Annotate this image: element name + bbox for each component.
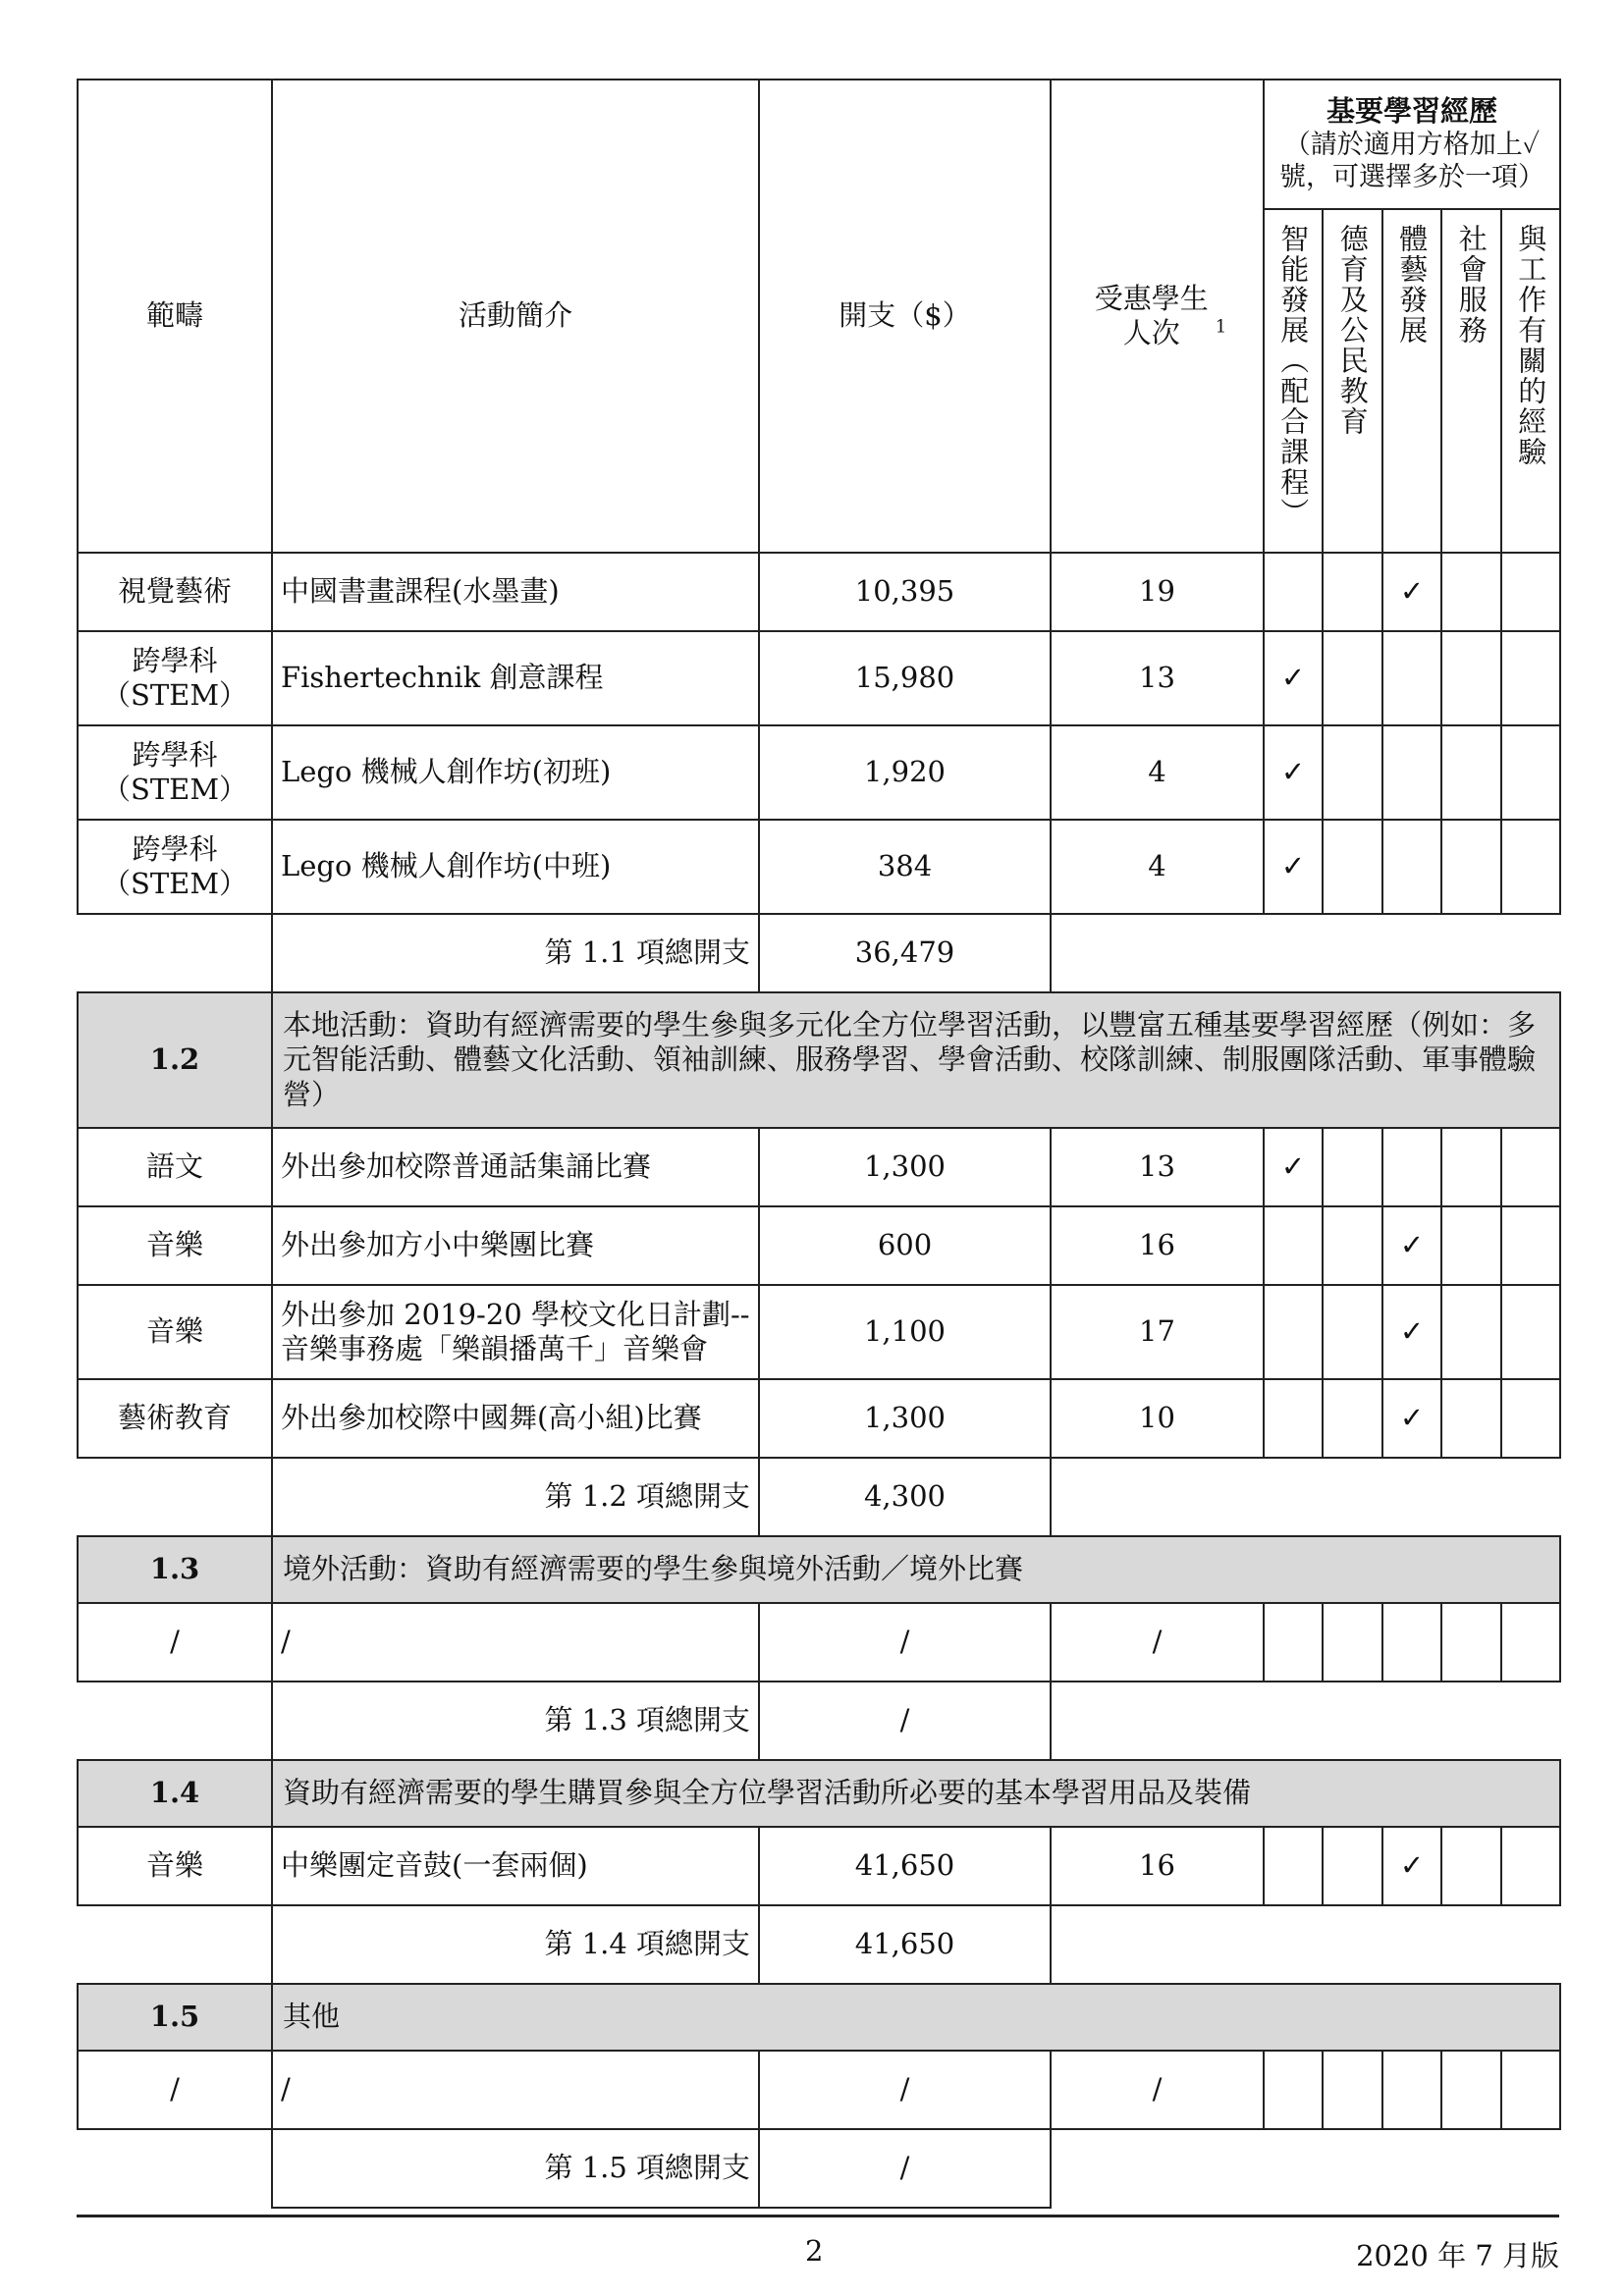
row-activity: 中樂團定音鼓(一套兩個) [272,1827,759,1905]
row-check-4 [1501,1379,1560,1458]
subtotal-label: 第 1.5 項總開支 [272,2129,759,2208]
section-description: 資助有經濟需要的學生購買參與全方位學習活動所必要的基本學習用品及裝備 [272,1760,1560,1827]
subtotal-blank [78,2129,272,2208]
row-check-0 [1264,1206,1323,1285]
row-check-3 [1441,1827,1501,1905]
row-students: 16 [1051,1827,1264,1905]
row-check-3 [1441,631,1501,725]
row-category: / [78,2051,272,2129]
row-check-0: ✓ [1264,631,1323,725]
section-header-row [78,1760,1560,1827]
row-check-2 [1382,820,1441,914]
row-students: 17 [1051,1285,1264,1379]
subtotal-blank [78,1682,272,1760]
section-number: 1.2 [78,992,272,1128]
row-check-0: ✓ [1264,725,1323,820]
row-check-1 [1323,2051,1382,2129]
row-check-4 [1501,1285,1560,1379]
row-category: 跨學科（STEM） [78,820,272,914]
table-row [78,2051,1560,2129]
subtotal-value: 36,479 [759,914,1051,992]
page-number: 2 [805,2234,824,2268]
header-exp-community [1441,209,1501,553]
row-expense: 41,650 [759,1827,1051,1905]
row-check-4 [1501,820,1560,914]
row-check-2 [1382,725,1441,820]
subtotal-blank-right [1051,2129,1560,2208]
subtotal-row [78,914,1560,992]
subtotal-value: 4,300 [759,1458,1051,1536]
row-category: 視覺藝術 [78,553,272,631]
section-header-row [78,1984,1560,2051]
row-check-2 [1382,1128,1441,1206]
row-students: 10 [1051,1379,1264,1458]
section-description: 境外活動：資助有經濟需要的學生參與境外活動／境外比賽 [272,1536,1560,1603]
subtotal-label: 第 1.3 項總開支 [272,1682,759,1760]
header-experiences-group [1264,80,1560,209]
header-expense: 開支（$） [759,80,1051,553]
row-check-1 [1323,1379,1382,1458]
row-category: 跨學科（STEM） [78,725,272,820]
section-number: 1.5 [78,1984,272,2051]
header-exp-intellectual-label: 智能發展（配合課程） [1276,224,1311,528]
header-experiences-note: （請於適用方格加上✓號，可選擇多於一項） [1279,129,1544,192]
row-expense: 1,300 [759,1128,1051,1206]
row-check-3 [1441,1206,1501,1285]
table-row [78,1285,1560,1379]
row-check-3 [1441,1128,1501,1206]
row-check-0: ✓ [1264,1128,1323,1206]
row-check-2: ✓ [1382,1206,1441,1285]
header-category: 範疇 [78,80,272,553]
subtotal-label: 第 1.2 項總開支 [272,1458,759,1536]
row-check-4 [1501,725,1560,820]
header-exp-aesthetic-label: 體藝發展 [1395,224,1430,346]
row-check-4 [1501,1603,1560,1682]
row-activity: 外出參加 2019-20 學校文化日計劃--音樂事務處「樂韻播萬千」音樂會 [272,1285,759,1379]
row-check-3 [1441,725,1501,820]
row-check-4 [1501,1128,1560,1206]
row-students: 13 [1051,1128,1264,1206]
table-row [78,1827,1560,1905]
row-check-2: ✓ [1382,553,1441,631]
subtotal-label: 第 1.1 項總開支 [272,914,759,992]
row-activity: 中國書畫課程(水墨畫) [272,553,759,631]
row-check-1 [1323,1206,1382,1285]
section-description: 本地活動：資助有經濟需要的學生參與多元化全方位學習活動，以豐富五種基要學習經歷（例如：多元智能活動、體藝文化活動、領袖訓練、服務學習、學會活動、校隊訓練、制服團隊活動、軍事體驗營） [272,992,1560,1128]
row-activity: 外出參加校際中國舞(高小組)比賽 [272,1379,759,1458]
row-students: 4 [1051,820,1264,914]
subtotal-blank [78,1905,272,1984]
row-check-2: ✓ [1382,1379,1441,1458]
row-category: 藝術教育 [78,1379,272,1458]
row-check-1 [1323,1285,1382,1379]
header-exp-intellectual [1264,209,1323,553]
row-category: / [78,1603,272,1682]
row-check-1 [1323,631,1382,725]
row-check-2 [1382,2051,1441,2129]
header-experiences-title: 基要學習經歷 [1326,94,1497,129]
row-check-0 [1264,1827,1323,1905]
row-expense: 1,100 [759,1285,1051,1379]
header-exp-career-label: 與工作有關的經驗 [1514,224,1548,467]
subtotal-row [78,1905,1560,1984]
header-row [78,80,1560,209]
subtotal-blank [78,914,272,992]
row-check-1 [1323,820,1382,914]
header-exp-career [1501,209,1560,553]
row-students: 19 [1051,553,1264,631]
table-row [78,1379,1560,1458]
row-category: 音樂 [78,1827,272,1905]
subtotal-row [78,1682,1560,1760]
row-category: 音樂 [78,1285,272,1379]
row-activity: 外出參加校際普通話集誦比賽 [272,1128,759,1206]
section-header-row [78,1536,1560,1603]
row-students: / [1051,1603,1264,1682]
row-check-1 [1323,1827,1382,1905]
row-students: / [1051,2051,1264,2129]
row-check-4 [1501,1206,1560,1285]
row-students: 16 [1051,1206,1264,1285]
row-expense: 1,300 [759,1379,1051,1458]
row-check-4 [1501,553,1560,631]
row-check-4 [1501,2051,1560,2129]
row-expense: 600 [759,1206,1051,1285]
row-category: 跨學科（STEM） [78,631,272,725]
row-check-1 [1323,725,1382,820]
subtotal-blank-right [1051,1682,1560,1760]
section-header-row [78,992,1560,1128]
row-check-0 [1264,1379,1323,1458]
row-expense: 15,980 [759,631,1051,725]
subtotal-blank-right [1051,1458,1560,1536]
row-expense: 384 [759,820,1051,914]
row-expense: 1,920 [759,725,1051,820]
subtotal-row [78,2129,1560,2208]
row-check-0 [1264,1285,1323,1379]
header-beneficiaries-label: 受惠學生人次 [1094,281,1209,349]
row-check-2: ✓ [1382,1827,1441,1905]
subtotal-row [78,1458,1560,1536]
row-activity: Lego 機械人創作坊(初班) [272,725,759,820]
row-check-3 [1441,1379,1501,1458]
table-row [78,1206,1560,1285]
row-check-3 [1441,553,1501,631]
row-check-2 [1382,1603,1441,1682]
row-expense: / [759,1603,1051,1682]
version-label: 2020 年 7 月版 [1356,2239,1559,2272]
header-activity: 活動簡介 [272,80,759,553]
section-number: 1.4 [78,1760,272,1827]
row-check-0 [1264,1603,1323,1682]
section-number: 1.3 [78,1536,272,1603]
row-students: 13 [1051,631,1264,725]
header-exp-moral [1323,209,1382,553]
header-exp-community-label: 社會服務 [1454,224,1489,346]
row-check-3 [1441,1285,1501,1379]
row-students: 4 [1051,725,1264,820]
row-check-1 [1323,1603,1382,1682]
subtotal-value: 41,650 [759,1905,1051,1984]
row-check-0 [1264,553,1323,631]
row-category: 語文 [78,1128,272,1206]
row-activity: 外出參加方小中樂團比賽 [272,1206,759,1285]
table-row [78,631,1560,725]
row-check-2: ✓ [1382,1285,1441,1379]
row-check-4 [1501,1827,1560,1905]
table-row [78,1128,1560,1206]
table-row [78,1603,1560,1682]
table-row [78,725,1560,820]
row-expense: / [759,2051,1051,2129]
row-activity: Fishertechnik 創意課程 [272,631,759,725]
table-row [78,553,1560,631]
learning-activities-table [77,79,1561,2209]
header-beneficiaries [1051,80,1264,553]
table-row [78,820,1560,914]
footnote-marker: 1 [1215,316,1227,338]
section-description: 其他 [272,1984,1560,2051]
row-check-0: ✓ [1264,820,1323,914]
row-activity: / [272,1603,759,1682]
row-check-3 [1441,2051,1501,2129]
row-check-3 [1441,820,1501,914]
subtotal-value: / [759,1682,1051,1760]
row-check-2 [1382,631,1441,725]
row-check-4 [1501,631,1560,725]
subtotal-label: 第 1.4 項總開支 [272,1905,759,1984]
row-check-1 [1323,1128,1382,1206]
header-exp-aesthetic [1382,209,1441,553]
row-category: 音樂 [78,1206,272,1285]
subtotal-blank-right [1051,1905,1560,1984]
header-exp-moral-label: 德育及公民教育 [1335,224,1370,437]
row-activity: / [272,2051,759,2129]
footer-divider [77,2215,1559,2217]
row-expense: 10,395 [759,553,1051,631]
row-check-0 [1264,2051,1323,2129]
subtotal-blank [78,1458,272,1536]
subtotal-value: / [759,2129,1051,2208]
row-check-3 [1441,1603,1501,1682]
subtotal-blank-right [1051,914,1560,992]
row-activity: Lego 機械人創作坊(中班) [272,820,759,914]
row-check-1 [1323,553,1382,631]
